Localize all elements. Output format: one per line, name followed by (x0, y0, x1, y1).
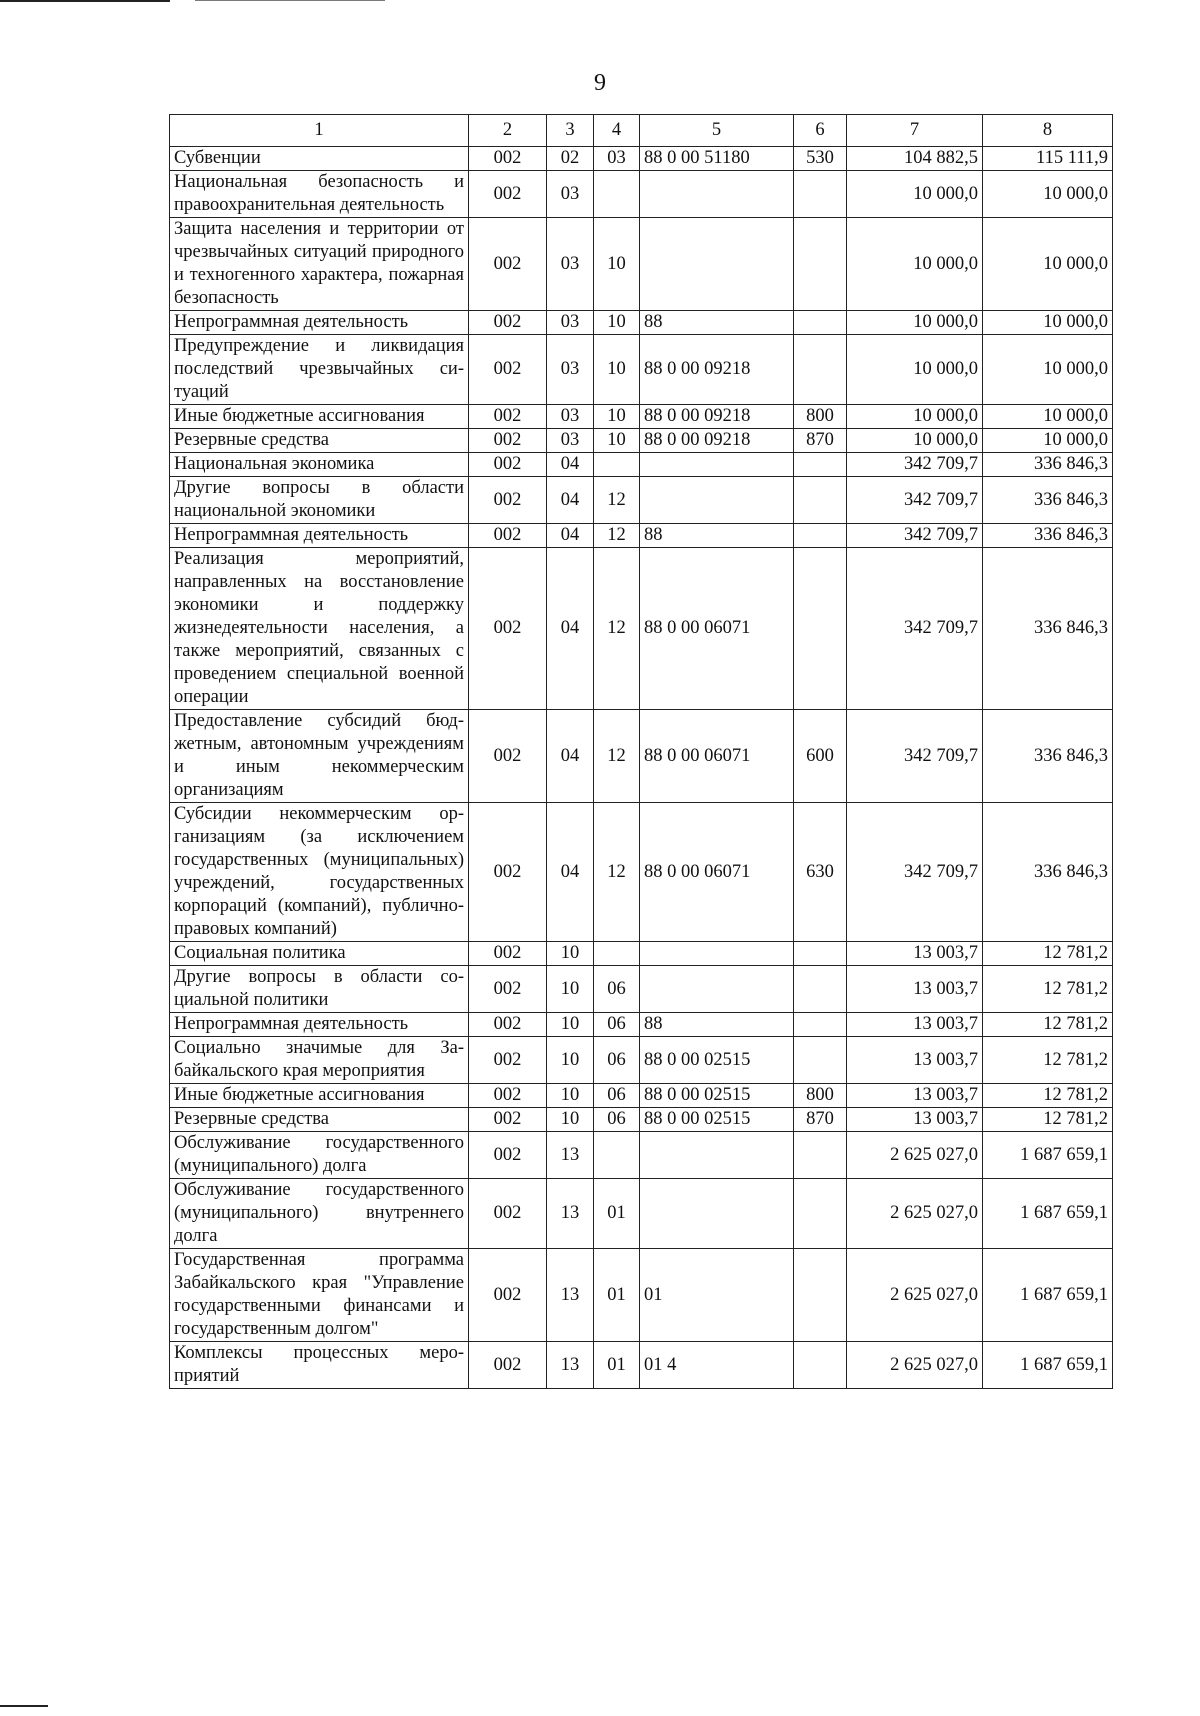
section-cell: 13 (547, 1342, 594, 1389)
amount-year-1-cell: 2 625 027,0 (847, 1249, 983, 1342)
amount-year-1-cell: 2 625 027,0 (847, 1179, 983, 1249)
target-article-cell (640, 1132, 794, 1179)
row-name-cell: Государственная программа Забайкальского края "Управление государственными финансами и государственным долгом" (170, 1249, 469, 1342)
section-cell: 03 (547, 429, 594, 453)
amount-year-1-cell: 13 003,7 (847, 942, 983, 966)
target-article-cell (640, 966, 794, 1013)
expense-type-cell: 530 (794, 147, 847, 171)
section-cell: 10 (547, 1013, 594, 1037)
admin-code-cell: 002 (469, 171, 547, 218)
amount-year-1-cell: 342 709,7 (847, 453, 983, 477)
amount-year-1-cell: 10 000,0 (847, 218, 983, 311)
table-row (170, 1342, 1113, 1389)
admin-code-cell: 002 (469, 1013, 547, 1037)
column-header: 7 (847, 115, 983, 147)
scan-artifact-bottom-left (0, 1705, 48, 1707)
subsection-cell: 10 (594, 335, 640, 405)
section-cell: 10 (547, 1108, 594, 1132)
amount-year-2-cell: 1 687 659,1 (983, 1342, 1113, 1389)
admin-code-cell: 002 (469, 1037, 547, 1084)
subsection-cell: 12 (594, 548, 640, 710)
section-cell: 03 (547, 311, 594, 335)
amount-year-1-cell: 342 709,7 (847, 803, 983, 942)
column-header: 6 (794, 115, 847, 147)
target-article-cell: 88 0 00 06071 (640, 548, 794, 710)
target-article-cell: 88 0 00 51180 (640, 147, 794, 171)
subsection-cell: 06 (594, 966, 640, 1013)
expense-type-cell (794, 1342, 847, 1389)
admin-code-cell: 002 (469, 1108, 547, 1132)
amount-year-1-cell: 104 882,5 (847, 147, 983, 171)
expense-type-cell (794, 335, 847, 405)
admin-code-cell: 002 (469, 1342, 547, 1389)
table-row (170, 171, 1113, 218)
table-row (170, 405, 1113, 429)
subsection-cell: 06 (594, 1108, 640, 1132)
expense-type-cell (794, 548, 847, 710)
admin-code-cell: 002 (469, 1179, 547, 1249)
subsection-cell: 06 (594, 1037, 640, 1084)
amount-year-2-cell: 10 000,0 (983, 218, 1113, 311)
row-name-cell: Национальная экономика (170, 453, 469, 477)
section-cell: 03 (547, 171, 594, 218)
subsection-cell: 12 (594, 803, 640, 942)
table-row (170, 524, 1113, 548)
section-cell: 13 (547, 1179, 594, 1249)
amount-year-1-cell: 13 003,7 (847, 966, 983, 1013)
target-article-cell: 88 (640, 311, 794, 335)
expense-type-cell: 870 (794, 1108, 847, 1132)
row-name-cell: Субсидии некоммерческим организациям (за исключением государственных (муниципальных) учреждений, государственных корпораций (компаний), публично-правовых компаний) (170, 803, 469, 942)
amount-year-1-cell: 10 000,0 (847, 335, 983, 405)
amount-year-1-cell: 342 709,7 (847, 477, 983, 524)
section-cell: 04 (547, 453, 594, 477)
subsection-cell: 10 (594, 218, 640, 311)
admin-code-cell: 002 (469, 335, 547, 405)
target-article-cell (640, 218, 794, 311)
scan-artifact-top (195, 0, 385, 1)
row-name-cell: Субвенции (170, 147, 469, 171)
table-row (170, 477, 1113, 524)
expense-type-cell (794, 477, 847, 524)
target-article-cell: 01 (640, 1249, 794, 1342)
amount-year-1-cell: 2 625 027,0 (847, 1132, 983, 1179)
table-row (170, 1132, 1113, 1179)
subsection-cell (594, 453, 640, 477)
admin-code-cell: 002 (469, 147, 547, 171)
amount-year-2-cell: 12 781,2 (983, 1037, 1113, 1084)
amount-year-1-cell: 342 709,7 (847, 548, 983, 710)
column-header: 3 (547, 115, 594, 147)
amount-year-1-cell: 13 003,7 (847, 1108, 983, 1132)
target-article-cell: 88 0 00 06071 (640, 710, 794, 803)
table-row (170, 966, 1113, 1013)
target-article-cell: 88 (640, 1013, 794, 1037)
target-article-cell: 88 0 00 02515 (640, 1108, 794, 1132)
amount-year-2-cell: 12 781,2 (983, 1108, 1113, 1132)
target-article-cell: 88 0 00 06071 (640, 803, 794, 942)
amount-year-2-cell: 12 781,2 (983, 1013, 1113, 1037)
table-row (170, 335, 1113, 405)
column-header: 1 (170, 115, 469, 147)
row-name-cell: Предупреждение и ликвидация последствий чрезвычайных ситуаций (170, 335, 469, 405)
amount-year-1-cell: 13 003,7 (847, 1013, 983, 1037)
expense-type-cell: 630 (794, 803, 847, 942)
amount-year-2-cell: 1 687 659,1 (983, 1179, 1113, 1249)
amount-year-2-cell: 10 000,0 (983, 311, 1113, 335)
subsection-cell: 12 (594, 477, 640, 524)
scan-artifact-top-left (0, 0, 170, 2)
subsection-cell (594, 1132, 640, 1179)
page-number: 9 (594, 70, 606, 96)
subsection-cell: 03 (594, 147, 640, 171)
table-row (170, 218, 1113, 311)
amount-year-1-cell: 10 000,0 (847, 405, 983, 429)
admin-code-cell: 002 (469, 477, 547, 524)
admin-code-cell: 002 (469, 710, 547, 803)
table-row (170, 311, 1113, 335)
target-article-cell (640, 453, 794, 477)
column-header: 2 (469, 115, 547, 147)
expense-type-cell (794, 311, 847, 335)
subsection-cell: 10 (594, 311, 640, 335)
row-name-cell: Национальная безопасность и правоохранительная деятельность (170, 171, 469, 218)
amount-year-2-cell: 336 846,3 (983, 453, 1113, 477)
target-article-cell: 88 0 00 09218 (640, 405, 794, 429)
table-row (170, 453, 1113, 477)
amount-year-1-cell: 10 000,0 (847, 311, 983, 335)
subsection-cell: 10 (594, 405, 640, 429)
admin-code-cell: 002 (469, 966, 547, 1013)
admin-code-cell: 002 (469, 524, 547, 548)
table-row (170, 147, 1113, 171)
table-row (170, 1013, 1113, 1037)
row-name-cell: Иные бюджетные ассигнования (170, 1084, 469, 1108)
target-article-cell: 88 0 00 09218 (640, 335, 794, 405)
column-header: 8 (983, 115, 1113, 147)
expense-type-cell (794, 1013, 847, 1037)
expense-type-cell (794, 1132, 847, 1179)
admin-code-cell: 002 (469, 405, 547, 429)
table-row (170, 1249, 1113, 1342)
admin-code-cell: 002 (469, 1084, 547, 1108)
column-header: 5 (640, 115, 794, 147)
admin-code-cell: 002 (469, 311, 547, 335)
table-row (170, 1179, 1113, 1249)
table-row (170, 803, 1113, 942)
amount-year-2-cell: 336 846,3 (983, 524, 1113, 548)
amount-year-2-cell: 336 846,3 (983, 803, 1113, 942)
section-cell: 13 (547, 1249, 594, 1342)
amount-year-2-cell: 10 000,0 (983, 405, 1113, 429)
target-article-cell: 88 0 00 02515 (640, 1084, 794, 1108)
section-cell: 10 (547, 966, 594, 1013)
subsection-cell (594, 171, 640, 218)
amount-year-1-cell: 342 709,7 (847, 710, 983, 803)
row-name-cell: Непрограммная деятельность (170, 524, 469, 548)
amount-year-2-cell: 336 846,3 (983, 477, 1113, 524)
admin-code-cell: 002 (469, 429, 547, 453)
admin-code-cell: 002 (469, 1249, 547, 1342)
admin-code-cell: 002 (469, 548, 547, 710)
admin-code-cell: 002 (469, 803, 547, 942)
section-cell: 04 (547, 477, 594, 524)
row-name-cell: Предоставление субсидий бюджетным, автономным учреждениям и иным некоммерческим организациям (170, 710, 469, 803)
subsection-cell: 01 (594, 1342, 640, 1389)
section-cell: 13 (547, 1132, 594, 1179)
row-name-cell: Другие вопросы в области национальной экономики (170, 477, 469, 524)
table-header-row (170, 115, 1113, 147)
amount-year-2-cell: 336 846,3 (983, 710, 1113, 803)
row-name-cell: Резервные средства (170, 429, 469, 453)
amount-year-2-cell: 12 781,2 (983, 942, 1113, 966)
subsection-cell (594, 942, 640, 966)
section-cell: 04 (547, 524, 594, 548)
row-name-cell: Обслуживание государственного (муниципального) долга (170, 1132, 469, 1179)
expense-type-cell (794, 942, 847, 966)
admin-code-cell: 002 (469, 453, 547, 477)
row-name-cell: Иные бюджетные ассигнования (170, 405, 469, 429)
section-cell: 03 (547, 335, 594, 405)
target-article-cell (640, 942, 794, 966)
target-article-cell (640, 1179, 794, 1249)
expense-type-cell (794, 453, 847, 477)
table-row (170, 548, 1113, 710)
amount-year-1-cell: 2 625 027,0 (847, 1342, 983, 1389)
section-cell: 04 (547, 710, 594, 803)
expense-type-cell (794, 1037, 847, 1084)
expense-type-cell (794, 524, 847, 548)
row-name-cell: Непрограммная деятельность (170, 1013, 469, 1037)
subsection-cell: 01 (594, 1249, 640, 1342)
admin-code-cell: 002 (469, 1132, 547, 1179)
amount-year-1-cell: 10 000,0 (847, 429, 983, 453)
expense-type-cell (794, 218, 847, 311)
amount-year-2-cell: 1 687 659,1 (983, 1249, 1113, 1342)
section-cell: 02 (547, 147, 594, 171)
admin-code-cell: 002 (469, 218, 547, 311)
subsection-cell: 06 (594, 1013, 640, 1037)
amount-year-2-cell: 12 781,2 (983, 1084, 1113, 1108)
table-row (170, 1084, 1113, 1108)
amount-year-2-cell: 10 000,0 (983, 335, 1113, 405)
amount-year-1-cell: 13 003,7 (847, 1084, 983, 1108)
section-cell: 10 (547, 1037, 594, 1084)
expense-type-cell: 870 (794, 429, 847, 453)
expense-type-cell (794, 966, 847, 1013)
amount-year-2-cell: 10 000,0 (983, 171, 1113, 218)
table-row (170, 1037, 1113, 1084)
section-cell: 10 (547, 942, 594, 966)
row-name-cell: Непрограммная деятельность (170, 311, 469, 335)
expense-type-cell (794, 1179, 847, 1249)
target-article-cell: 88 (640, 524, 794, 548)
subsection-cell: 10 (594, 429, 640, 453)
row-name-cell: Резервные средства (170, 1108, 469, 1132)
admin-code-cell: 002 (469, 942, 547, 966)
target-article-cell (640, 171, 794, 218)
table-row (170, 429, 1113, 453)
row-name-cell: Социальная политика (170, 942, 469, 966)
table-row (170, 1108, 1113, 1132)
expense-type-cell: 800 (794, 405, 847, 429)
section-cell: 03 (547, 218, 594, 311)
table-row (170, 710, 1113, 803)
subsection-cell: 01 (594, 1179, 640, 1249)
target-article-cell: 88 0 00 02515 (640, 1037, 794, 1084)
target-article-cell: 88 0 00 09218 (640, 429, 794, 453)
amount-year-2-cell: 115 111,9 (983, 147, 1113, 171)
section-cell: 10 (547, 1084, 594, 1108)
amount-year-2-cell: 12 781,2 (983, 966, 1113, 1013)
amount-year-2-cell: 10 000,0 (983, 429, 1113, 453)
budget-table (169, 114, 1113, 1389)
expense-type-cell: 800 (794, 1084, 847, 1108)
row-name-cell: Социально значимые для Забайкальского края мероприятия (170, 1037, 469, 1084)
table-row (170, 942, 1113, 966)
amount-year-1-cell: 342 709,7 (847, 524, 983, 548)
section-cell: 04 (547, 803, 594, 942)
row-name-cell: Другие вопросы в области социальной политики (170, 966, 469, 1013)
amount-year-1-cell: 13 003,7 (847, 1037, 983, 1084)
row-name-cell: Реализация мероприятий, направленных на восстановление экономики и поддержку жизнедеятельности населения, а также мероприятий, связанных с проведением специальной военной операции (170, 548, 469, 710)
section-cell: 03 (547, 405, 594, 429)
row-name-cell: Комплексы процессных мероприятий (170, 1342, 469, 1389)
target-article-cell: 01 4 (640, 1342, 794, 1389)
amount-year-1-cell: 10 000,0 (847, 171, 983, 218)
row-name-cell: Защита населения и территории от чрезвычайных ситуаций природного и техногенного характера, пожарная безопасность (170, 218, 469, 311)
expense-type-cell: 600 (794, 710, 847, 803)
expense-type-cell (794, 1249, 847, 1342)
column-header: 4 (594, 115, 640, 147)
row-name-cell: Обслуживание государственного (муниципального) внутреннего долга (170, 1179, 469, 1249)
amount-year-2-cell: 1 687 659,1 (983, 1132, 1113, 1179)
subsection-cell: 12 (594, 710, 640, 803)
subsection-cell: 06 (594, 1084, 640, 1108)
expense-type-cell (794, 171, 847, 218)
section-cell: 04 (547, 548, 594, 710)
target-article-cell (640, 477, 794, 524)
amount-year-2-cell: 336 846,3 (983, 548, 1113, 710)
subsection-cell: 12 (594, 524, 640, 548)
